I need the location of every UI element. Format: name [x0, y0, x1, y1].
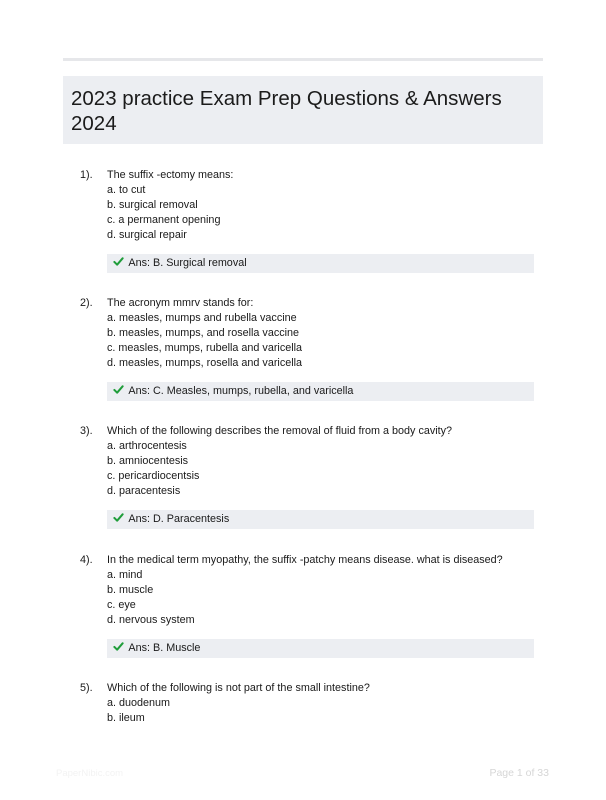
- question-body: [107, 681, 547, 726]
- answer-box: [107, 510, 534, 529]
- question-body: [107, 553, 547, 628]
- option-a: a. duodenum: [107, 697, 171, 709]
- option-d: d. nervous system: [107, 614, 195, 626]
- option-d: d. surgical repair: [107, 229, 187, 241]
- top-divider: [63, 58, 543, 61]
- option-b: b. surgical removal: [107, 199, 198, 211]
- question-number: 5).: [80, 682, 93, 694]
- answer-text: Ans: B. Surgical removal: [128, 257, 247, 269]
- answer-text: Ans: D. Paracentesis: [128, 513, 230, 525]
- option-d: d. measles, mumps, rosella and varicella: [107, 357, 303, 369]
- answer-box: [107, 639, 534, 658]
- option-c: c. eye: [107, 599, 136, 611]
- option-a: a. to cut: [107, 184, 146, 196]
- check-icon: [113, 256, 124, 267]
- option-b: b. amniocentesis: [107, 455, 189, 467]
- answer-text: Ans: B. Muscle: [128, 642, 201, 654]
- option-d: d. paracentesis: [107, 485, 181, 497]
- check-icon: [113, 641, 124, 652]
- option-a: a. measles, mumps and rubella vaccine: [107, 312, 297, 324]
- check-icon: [113, 512, 124, 523]
- question-text: The suffix -ectomy means:: [107, 169, 234, 181]
- answer-box: [107, 254, 534, 273]
- answer-box: [107, 382, 534, 401]
- question-number: 2).: [80, 297, 93, 309]
- question-number: 1).: [80, 169, 93, 181]
- question-body: [107, 168, 547, 243]
- question-number: 3).: [80, 425, 93, 437]
- question-text: Which of the following is not part of the small intestine?: [107, 682, 370, 694]
- title-banner: [63, 76, 543, 144]
- question-body: [107, 296, 547, 371]
- question-number: 4).: [80, 554, 93, 566]
- answer-text: Ans: C. Measles, mumps, rubella, and varicella: [128, 385, 354, 397]
- option-c: c. measles, mumps, rubella and varicella: [107, 342, 303, 354]
- question-text: Which of the following describes the removal of fluid from a body cavity?: [107, 425, 453, 437]
- option-c: c. pericardiocentsis: [107, 470, 200, 482]
- option-b: b. measles, mumps, and rosella vaccine: [107, 327, 300, 339]
- question-text: The acronym mmrv stands for:: [107, 297, 254, 309]
- page-title: 2023 practice Exam Prep Questions & Answers 2024: [71, 87, 502, 135]
- check-icon: [113, 384, 124, 395]
- option-b: b. muscle: [107, 584, 154, 596]
- option-a: a. arthrocentesis: [107, 440, 187, 452]
- option-b: b. ileum: [107, 712, 145, 724]
- option-c: c. a permanent opening: [107, 214, 221, 226]
- footer-watermark: PaperNibic.com: [56, 768, 124, 779]
- question-text: In the medical term myopathy, the suffix -patchy means disease. what is diseased?: [107, 554, 503, 566]
- page-number: Page 1 of 33: [489, 767, 549, 779]
- question-body: [107, 424, 547, 499]
- option-a: a. mind: [107, 569, 143, 581]
